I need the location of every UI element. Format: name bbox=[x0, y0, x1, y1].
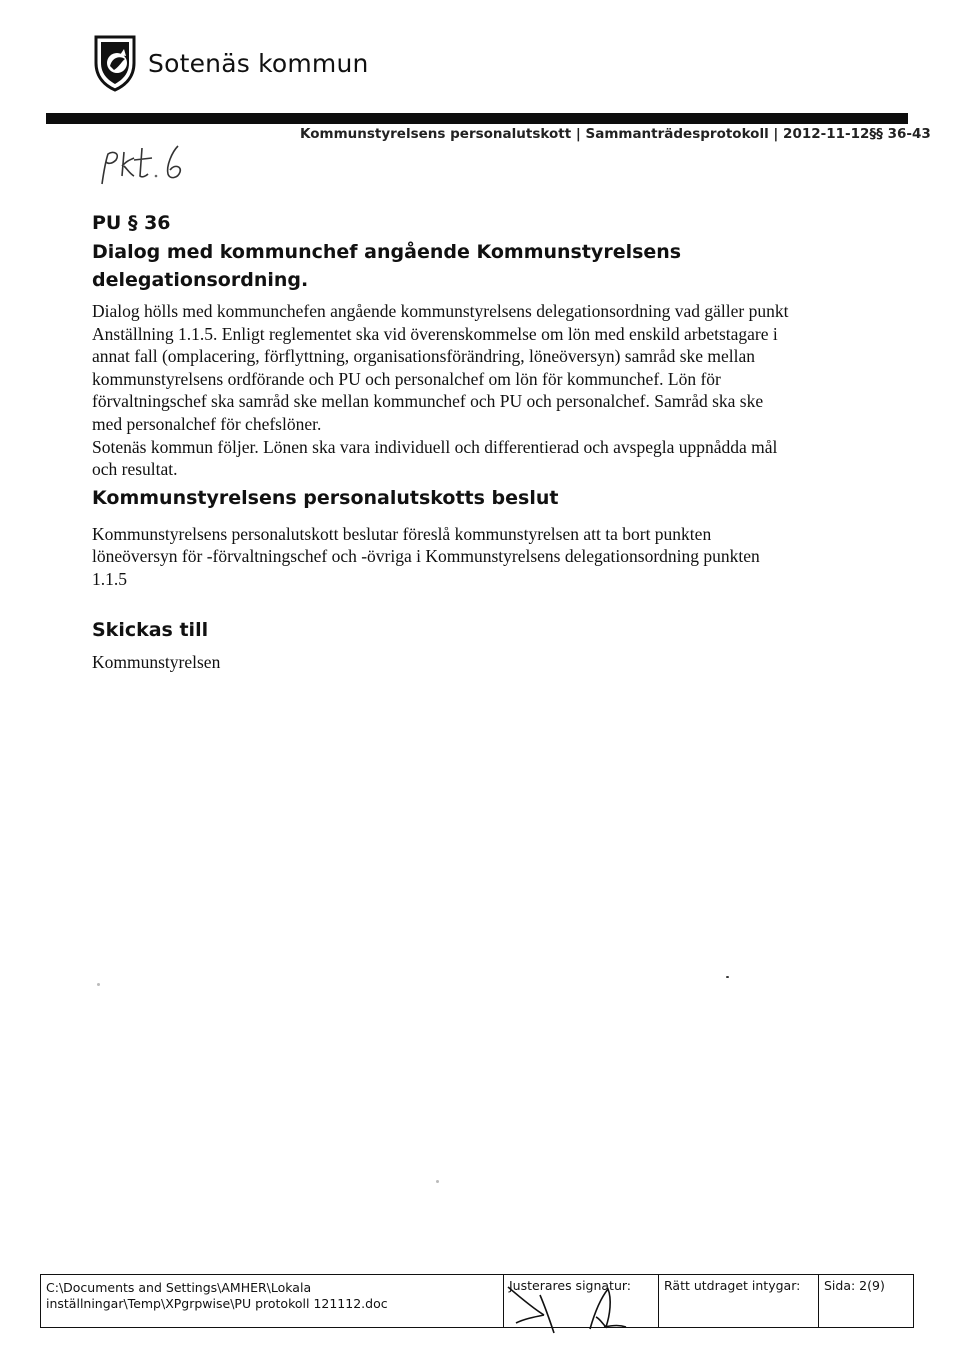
decision-paragraph bbox=[92, 523, 862, 591]
body-line: Dialog hölls med kommunchefen angående kommunstyrelsens delegationsordning vad gäller punkt bbox=[92, 301, 789, 321]
body-line: Anställning 1.1.5. Enligt reglementet ska vid överenskommelse om lön med enskild arbetstagare i bbox=[92, 323, 778, 344]
paragraph-number: PU § 36 bbox=[92, 212, 171, 234]
page-cell bbox=[818, 1275, 913, 1327]
page-number: Sida: 2(9) bbox=[824, 1278, 885, 1293]
body-line: löneöversyn för -förvaltningschef och -övriga i Kommunstyrelsens delegationsordning punkten bbox=[92, 546, 760, 567]
file-path-cell bbox=[41, 1275, 503, 1327]
body-line: med personalchef för chefslöner. bbox=[92, 413, 322, 434]
section-heading bbox=[92, 238, 862, 294]
municipal-shield-icon bbox=[92, 33, 138, 93]
protocol-section bbox=[92, 212, 862, 673]
municipality-logo bbox=[92, 32, 369, 94]
body-line: kommunstyrelsens ordförande och PU och personalchef om lön för kommunchef. Lön för bbox=[92, 368, 721, 389]
extract-label: Rätt utdraget intygar: bbox=[664, 1278, 801, 1293]
handwritten-note bbox=[96, 140, 206, 190]
send-to-recipient: Kommunstyrelsen bbox=[92, 651, 221, 672]
scan-speck bbox=[726, 976, 729, 978]
send-to-heading: Skickas till bbox=[92, 618, 209, 641]
footer-table bbox=[40, 1274, 914, 1328]
body-line: Sotenäs kommun följer. Lönen ska vara individuell och differentierad och avspegla uppnådda mål bbox=[92, 436, 778, 457]
body-line: annat fall (omplacering, förflyttning, organisationsförändring, löneöversyn) samråd ske mellan bbox=[92, 346, 756, 367]
scan-speck bbox=[97, 983, 100, 986]
body-line: Kommunstyrelsens personalutskott beslutar föreslå kommunstyrelsen att ta bort punkten bbox=[92, 523, 712, 544]
signature-label: Justerares signatur: bbox=[509, 1278, 632, 1293]
signature-cell bbox=[503, 1275, 658, 1327]
heading-line: delegationsordning. bbox=[92, 269, 309, 291]
body-line: 1.1.5 bbox=[92, 568, 127, 589]
file-path-line: C:\Documents and Settings\AMHER\Lokala bbox=[46, 1280, 312, 1295]
decision-heading: Kommunstyrelsens personalutskotts beslut bbox=[92, 486, 559, 509]
body-line: och resultat. bbox=[92, 459, 178, 480]
dialog-paragraph bbox=[92, 300, 862, 481]
protocol-header: Kommunstyrelsens personalutskott | Sammanträdesprotokoll | 2012-11-12§§ 36-43 bbox=[300, 126, 931, 142]
org-name: Sotenäs kommun bbox=[148, 48, 369, 78]
file-path-line: inställningar\Temp\XPgrpwise\PU protokoll 121112.doc bbox=[46, 1296, 388, 1311]
scan-speck bbox=[436, 1180, 439, 1183]
body-line: förvaltningschef ska samråd ske mellan kommunchef och PU och personalchef. Samråd ska ske bbox=[92, 391, 764, 412]
header-rule bbox=[46, 113, 908, 124]
handwritten-signature bbox=[504, 1275, 659, 1335]
extract-cell bbox=[658, 1275, 818, 1327]
heading-line: Dialog med kommunchef angående Kommunstyrelsens bbox=[92, 241, 682, 263]
